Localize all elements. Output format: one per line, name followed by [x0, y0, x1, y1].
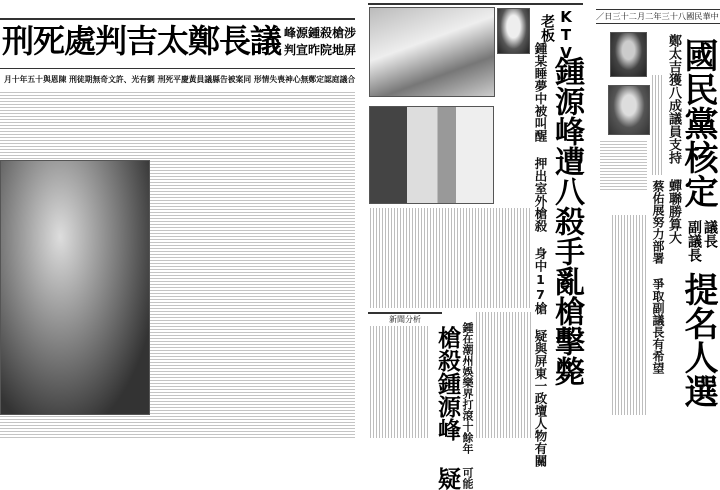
subhead: 判宣昨院地屏: [284, 43, 357, 57]
victim-portrait: [497, 8, 530, 54]
body-text: [476, 312, 531, 438]
headline: 提名人選: [678, 272, 718, 408]
headline-small: 議長: [702, 220, 718, 248]
body-text: [652, 75, 664, 175]
deck: 月十年五十與恩陳 刑徒期無奇文許、光有劉 刑死平慶黃員議縣告被案同 形情失喪神心無鄭定認庭議合: [4, 75, 356, 84]
kicker: KTV: [557, 8, 575, 62]
analysis-headline: 槍殺鍾源峰 疑: [434, 326, 460, 490]
divider: [0, 68, 355, 69]
crime-scene-photo: [369, 7, 495, 97]
subhead: 鍾某睡夢中被叫醒 押出室外槍殺 身中17槍 疑與屏東一政壇人物有關: [533, 42, 548, 467]
analysis-subhead: 鍾在潮州娛樂界打滾十餘年 可能: [461, 322, 474, 489]
portrait: [610, 32, 647, 77]
headline-small: 副議長: [686, 220, 702, 262]
top-rule: [368, 3, 583, 5]
divider: [596, 23, 720, 24]
publication-date: ／日三十二月二年三十八國民華中: [596, 11, 719, 21]
body-text: [370, 208, 530, 308]
portrait: [608, 85, 650, 135]
subhead: 鄭太吉獲八成議員支持 蟬聯勝算大: [666, 34, 681, 244]
analysis-label: 新聞分析: [368, 312, 442, 324]
subhead: 蔡佑展努力部署 爭取副議長有希望: [651, 180, 665, 374]
crime-scene-photo: [369, 106, 494, 204]
headline: 刑死處判吉太鄭長議: [2, 22, 282, 60]
news-photo: [0, 160, 150, 415]
body-text: [370, 326, 430, 438]
body-text: [600, 140, 647, 190]
body-text: [612, 215, 648, 415]
subhead: 峰源鍾殺槍涉: [284, 26, 357, 40]
top-rule: [596, 9, 720, 10]
kicker: 老板: [539, 14, 555, 42]
headline: 國民黨核定: [678, 38, 718, 208]
top-rule: [0, 18, 355, 20]
headline: 鍾源峰遭八殺手亂槍擊斃: [549, 56, 584, 386]
